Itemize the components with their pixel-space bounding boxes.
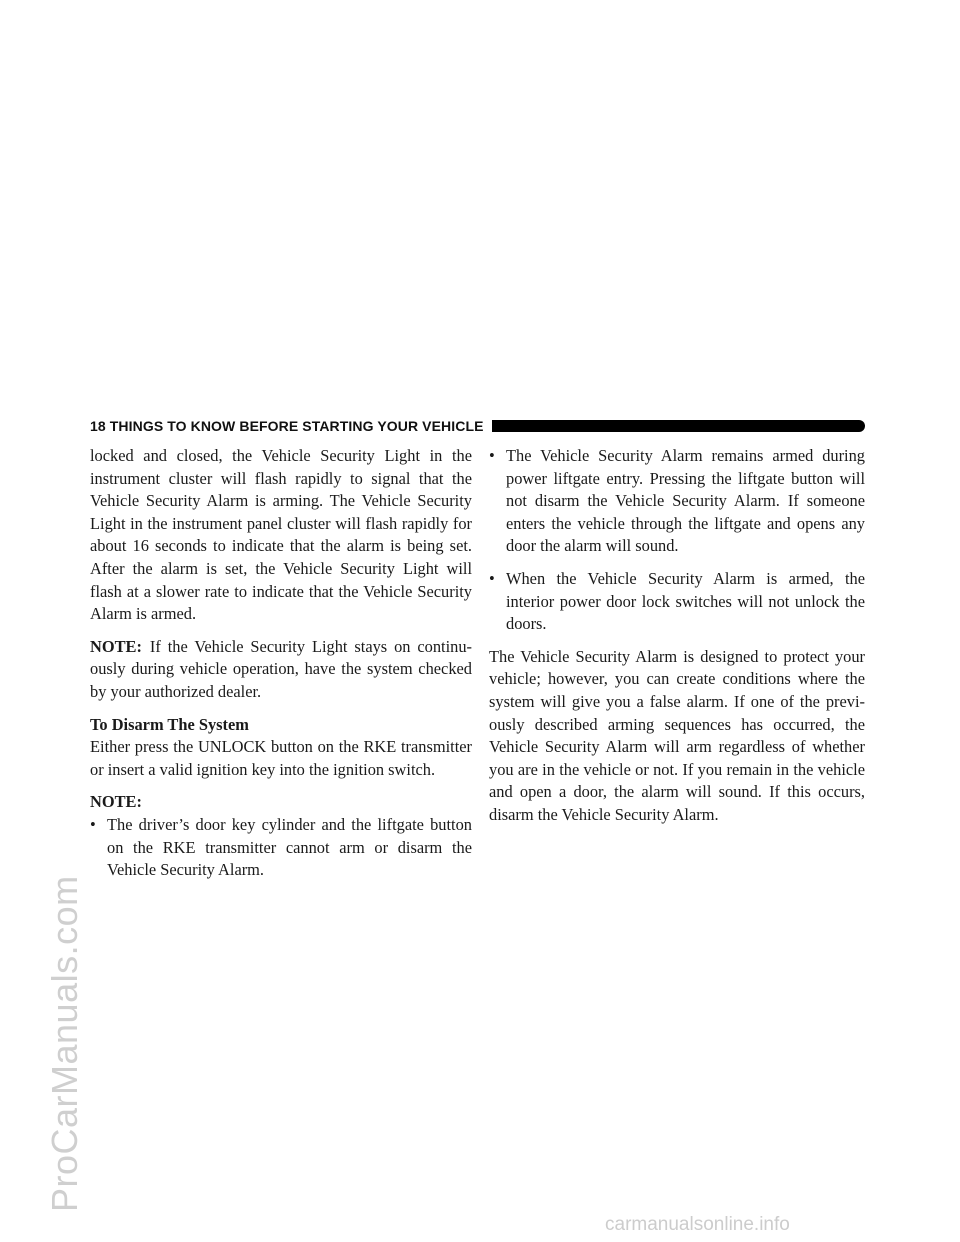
list-item-text: When the Vehicle Security Alarm is armed, the interior power door lock switches will not unlock the doors. <box>506 568 865 634</box>
list-item <box>90 814 472 882</box>
right-column <box>489 445 865 837</box>
page-header-text <box>90 418 484 434</box>
page-number: 18 <box>90 418 106 434</box>
note-label: NOTE: <box>90 636 142 656</box>
bullet-icon: • <box>489 568 495 588</box>
note-text: If the Vehicle Security Light stays on continu-ously during vehicle operation, have the system checked by your authorized dealer. <box>90 636 472 701</box>
bottom-watermark: carmanualsonline.info <box>605 1214 790 1235</box>
body-paragraph: Either press the UNLOCK button on the RKE transmitter or insert a valid ignition key into the ignition switch. <box>90 737 472 779</box>
bullet-list <box>489 445 865 636</box>
header-rule <box>492 420 865 432</box>
bullet-icon: • <box>90 814 96 834</box>
side-watermark: ProCarManuals.com <box>44 875 85 1212</box>
list-item <box>489 445 865 558</box>
section-subheading: To Disarm The System <box>90 714 249 734</box>
note-heading: NOTE: <box>90 792 142 812</box>
page-header <box>90 416 865 436</box>
body-paragraph: The Vehicle Security Alarm is designed to protect your vehicle; however, you can create conditions where the system will give you a false alarm. If one of the previ-ously described arming sequences has occurred, the Vehicle Security Alarm will arm regardless of whether you are in the vehicle or not. If you remain in the vehicle and open a door, the alarm will sound. If this occurs, disarm the Vehicle Security Alarm. <box>489 646 865 824</box>
list-item-text: The driver’s door key cylinder and the liftgate button on the RKE transmitter cannot arm or disarm the Vehicle Security Alarm. <box>107 814 472 880</box>
list-item <box>489 568 865 636</box>
body-paragraph: locked and closed, the Vehicle Security Light in the instrument cluster will flash rapidly to signal that the Vehicle Security Alarm is arming. The Vehicle Security Light in the instrument panel cluster will flash rapidly for about 16 seconds to indicate that the alarm is being set. After the alarm is set, the Vehicle Security Light will flash at a slower rate to indicate that the Vehicle Security Alarm is armed. <box>90 446 472 624</box>
section-title: THINGS TO KNOW BEFORE STARTING YOUR VEHICLE <box>109 418 484 434</box>
list-item-text: The Vehicle Security Alarm remains armed during power liftgate entry. Pressing the liftgate button will not disarm the Vehicle Security Alarm. If someone enters the vehicle through the liftgate and opens any door the alarm will sound. <box>506 446 865 556</box>
bullet-icon: • <box>489 446 495 465</box>
left-column <box>90 445 472 892</box>
bullet-list <box>90 814 472 882</box>
note-paragraph <box>90 636 472 704</box>
